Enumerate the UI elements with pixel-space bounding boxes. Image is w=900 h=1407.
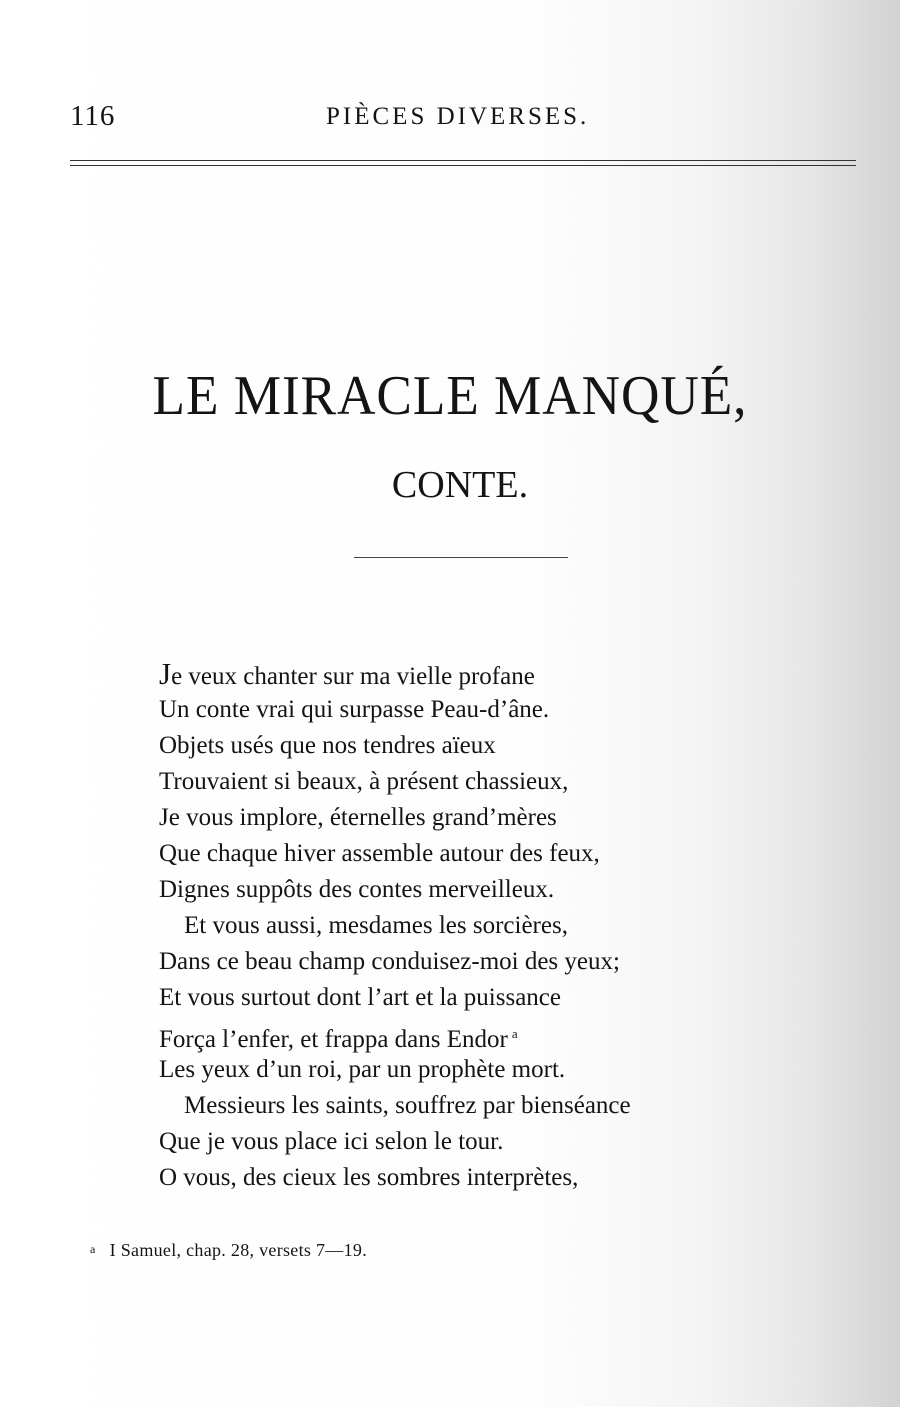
page-number: 116 [70,100,116,132]
header-rule-top [70,160,856,161]
verse-line-text: e veux chanter sur ma vielle profane [171,663,535,690]
verse-line: Et vous surtout dont l’art et la puissance [159,984,562,1011]
verse-line: Je vous implore, éternelles grand’mères [159,804,557,831]
footnote [90,1240,367,1261]
verse-line: Et vous aussi, mesdames les sorcières, [184,912,568,939]
verse-line-text: Força l’enfer, et frappa dans Endor [159,1026,508,1053]
poem-title: LE MIRACLE MANQUÉ, [152,365,748,427]
footnote-marker: a [90,1242,96,1256]
footnote-text: I Samuel, chap. 28, versets 7—19. [109,1240,367,1260]
verse-line [159,1016,631,1052]
running-head: PIÈCES DIVERSES. [326,103,590,130]
verse-line: Que chaque hiver assemble autour des feux, [159,840,600,867]
verse-line: Un conte vrai qui surpasse Peau-d’âne. [159,696,550,723]
verse-line: Dignes suppôts des contes merveilleux. [159,876,555,903]
verse-line: O vous, des cieux les sombres interprètes, [159,1164,579,1191]
verse-line [159,656,631,692]
footnote-reference[interactable]: a [511,1026,518,1041]
verse-line: Les yeux d’un roi, par un prophète mort. [159,1056,566,1083]
drop-initial: J [159,656,172,691]
verse-line: Dans ce beau champ conduisez-moi des yeux; [159,948,620,975]
header-rule-bottom [70,165,856,166]
title-divider [354,557,568,558]
verse-line: Objets usés que nos tendres aïeux [159,732,496,759]
verse-line: Que je vous place ici selon le tour. [159,1128,504,1155]
verse-line: Messieurs les saints, souffrez par bienséance [184,1092,631,1119]
poem-subtitle: CONTE. [391,464,529,506]
verse-line: Trouvaient si beaux, à présent chassieux, [159,768,569,795]
poem-body [159,656,631,1196]
